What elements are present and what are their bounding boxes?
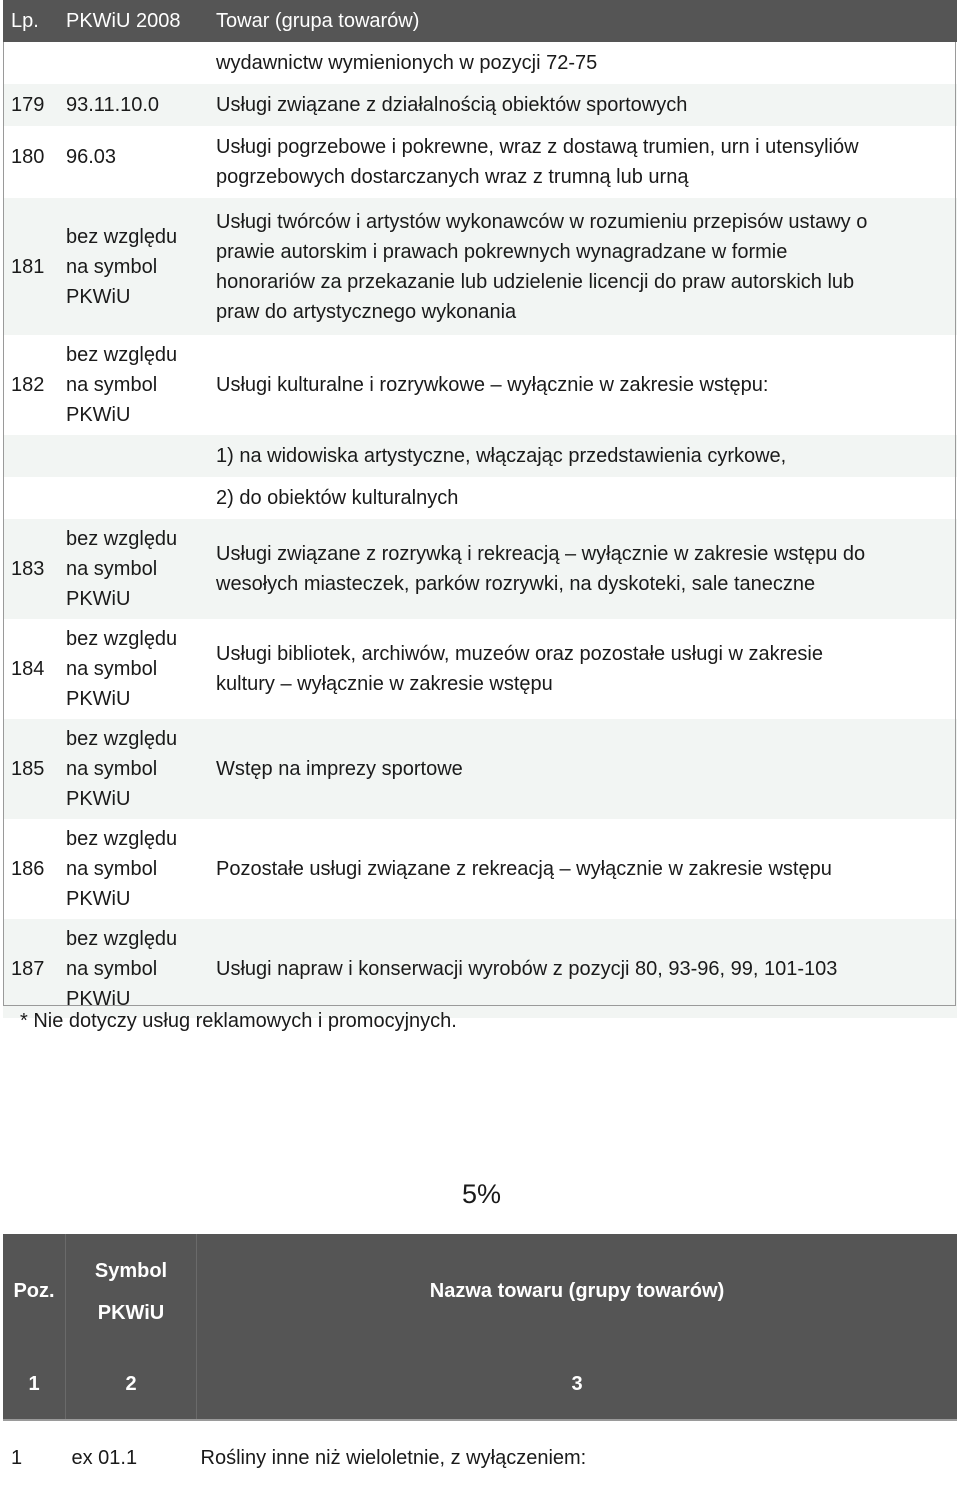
row-number: 181 [3, 198, 61, 335]
row-pkwiu: bez względu na symbol PKWiU [61, 719, 211, 819]
row-description: Pozostałe usługi związane z rekreacją – wyłącznie w zakresie wstępu [211, 819, 957, 919]
row-description: Usługi napraw i konserwacji wyrobów z pozycji 80, 93-96, 99, 101-103 [211, 919, 957, 1018]
table-row [3, 435, 957, 477]
row-description: Usługi pogrzebowe i pokrewne, wraz z dostawą trumien, urn i utensyliów pogrzebowych dostarczanych wraz z trumną lub urną [211, 126, 957, 198]
row-pkwiu: bez względu na symbol PKWiU [61, 519, 211, 619]
row-pkwiu: bez względu na symbol PKWiU [61, 619, 211, 719]
row-pkwiu: 93.11.10.0 [61, 84, 211, 126]
table-row [3, 198, 957, 335]
table-header-row [3, 0, 957, 42]
row-pkwiu: bez względu na symbol PKWiU [61, 919, 211, 1018]
column-number: 3 [197, 1349, 958, 1420]
column-number: 1 [3, 1349, 66, 1420]
row-pkwiu: bez względu na symbol PKWiU [61, 335, 211, 435]
row-number: 180 [3, 126, 61, 198]
row-symbol: ex 01.1 [66, 1420, 197, 1495]
row-pkwiu: bez względu na symbol PKWiU [61, 198, 211, 335]
row-description: Usługi kulturalne i rozrywkowe – wyłącznie w zakresie wstępu: [211, 335, 957, 435]
table-row [3, 335, 957, 435]
row-poz: 1 [3, 1420, 66, 1495]
header-towar: Towar (grupa towarów) [211, 0, 957, 42]
footnote: * Nie dotyczy usług reklamowych i promocyjnych. [20, 1010, 457, 1032]
table-row [3, 819, 957, 919]
vat-goods-table [3, 1234, 957, 1495]
row-number: 183 [3, 519, 61, 619]
row-description: Wstęp na imprezy sportowe [211, 719, 957, 819]
row-description: wydawnictw wymienionych w pozycji 72-75 [211, 42, 957, 84]
table-row [3, 126, 957, 198]
row-description: 1) na widowiska artystyczne, włączając przedstawienia cyrkowe, [211, 435, 957, 477]
table-row [3, 519, 957, 619]
row-description: Usługi związane z działalnością obiektów sportowych [211, 84, 957, 126]
row-pkwiu: 96.03 [61, 126, 211, 198]
table-row [3, 84, 957, 126]
column-number-row [3, 1349, 957, 1420]
section-rate-heading: 5% [462, 1179, 502, 1209]
table-header-row [3, 1234, 957, 1349]
row-number: 179 [3, 84, 61, 126]
row-number: 185 [3, 719, 61, 819]
row-number: 182 [3, 335, 61, 435]
header-lp: Lp. [3, 0, 61, 42]
table-row [3, 919, 957, 1018]
table-row [3, 1420, 957, 1495]
table-row [3, 719, 957, 819]
header-pkwiu: PKWiU 2008 [61, 0, 211, 42]
row-number: 184 [3, 619, 61, 719]
row-pkwiu: bez względu na symbol PKWiU [61, 819, 211, 919]
row-number: 186 [3, 819, 61, 919]
table-row [3, 477, 957, 519]
vat-services-table [3, 0, 957, 1018]
row-description: 2) do obiektów kulturalnych [211, 477, 957, 519]
row-number: 187 [3, 919, 61, 1018]
row-description: Usługi twórców i artystów wykonawców w rozumieniu przepisów ustawy o prawie autorskim i prawach pokrewnych wynagradzane w formie honorariów za przekazanie lub udzielenie licencji do praw autorskich lub praw do artystycznego wykonania [211, 198, 957, 335]
row-description: Usługi związane z rozrywką i rekreacją – wyłącznie w zakresie wstępu do wesołych miasteczek, parków rozrywki, na dyskoteki, sale taneczne [211, 519, 957, 619]
column-number: 2 [66, 1349, 197, 1420]
row-nazwa: Rośliny inne niż wieloletnie, z wyłączeniem: [197, 1420, 958, 1495]
table-row [3, 42, 957, 84]
header-nazwa: Nazwa towaru (grupy towarów) [197, 1234, 958, 1349]
table-row [3, 619, 957, 719]
header-poz: Poz. [3, 1234, 66, 1349]
header-symbol: Symbol PKWiU [66, 1234, 197, 1349]
row-description: Usługi bibliotek, archiwów, muzeów oraz pozostałe usługi w zakresie kultury – wyłącznie w zakresie wstępu [211, 619, 957, 719]
